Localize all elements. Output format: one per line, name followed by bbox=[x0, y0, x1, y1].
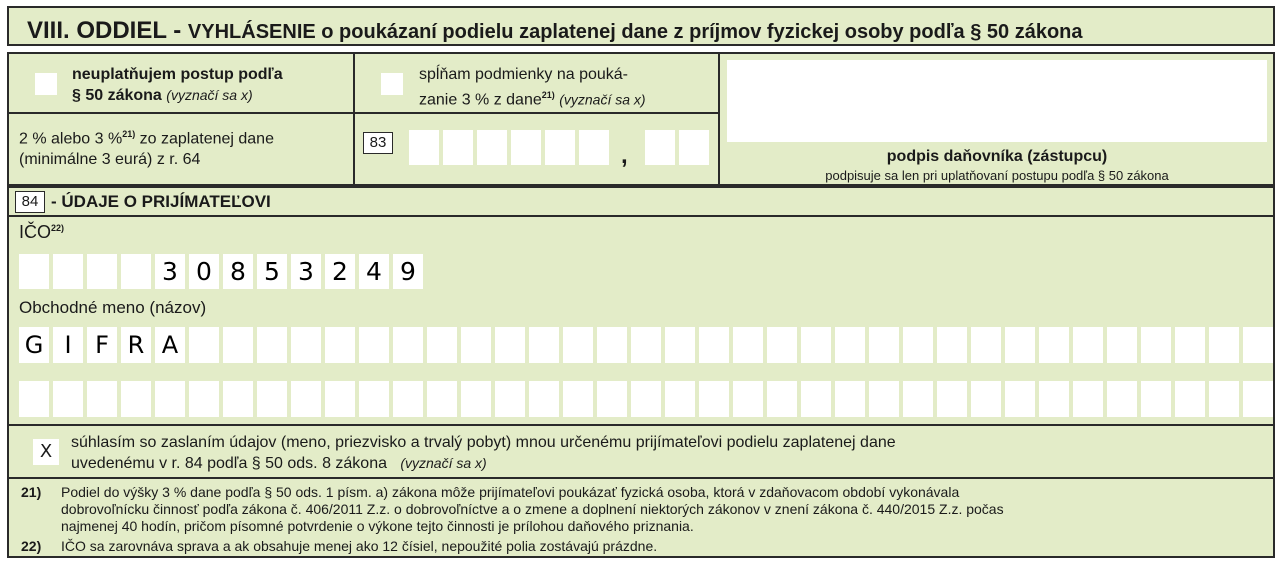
business-name-letter-field[interactable] bbox=[1107, 327, 1137, 363]
business-name-letter-field[interactable] bbox=[1039, 381, 1069, 417]
business-name-letter-field[interactable] bbox=[971, 381, 1001, 417]
amount-cents-field[interactable] bbox=[679, 130, 709, 165]
recipient-heading: - ÚDAJE O PRIJÍMATEĽOVI bbox=[51, 192, 271, 211]
business-name-letter-field[interactable] bbox=[937, 381, 967, 417]
section-title bbox=[27, 17, 1083, 45]
option2-line1: spĺňam podmienky na pouká- bbox=[419, 66, 629, 83]
ico-digit: 8 bbox=[230, 257, 246, 286]
section-title-bar bbox=[7, 6, 1275, 46]
signature-field[interactable] bbox=[727, 60, 1267, 142]
business-name-row-2[interactable] bbox=[9, 381, 1275, 417]
business-name-letter-field[interactable] bbox=[767, 327, 797, 363]
business-name-letter-field[interactable] bbox=[1073, 327, 1103, 363]
option-no-section50-label bbox=[72, 64, 283, 106]
ico-digit bbox=[19, 254, 49, 289]
business-name-letter-field[interactable] bbox=[495, 381, 525, 417]
option1-line1: neuplatňujem postup podľa bbox=[72, 66, 283, 83]
amount-digit-field[interactable] bbox=[511, 130, 541, 165]
business-name-letter-field[interactable] bbox=[87, 381, 117, 417]
ico-digit bbox=[121, 254, 151, 289]
signature-label: podpis daňovníka (zástupcu) bbox=[886, 148, 1108, 165]
business-name-letter-field[interactable] bbox=[1209, 327, 1239, 363]
ico-digit: 0 bbox=[196, 257, 212, 286]
amount-label bbox=[19, 124, 274, 170]
business-name-letter: R bbox=[127, 331, 145, 359]
business-name-letter-field[interactable] bbox=[665, 381, 695, 417]
business-name-letter-field[interactable] bbox=[155, 381, 185, 417]
business-name-letter-field[interactable] bbox=[189, 381, 219, 417]
business-name-letter-field[interactable] bbox=[801, 327, 831, 363]
ico-digit: 2 bbox=[332, 257, 348, 286]
business-name-letter-field[interactable] bbox=[291, 381, 321, 417]
footnote-21-number: 21) bbox=[21, 484, 42, 500]
business-name-letter-field[interactable] bbox=[427, 381, 457, 417]
footnote-21-line3: najmenej 40 hodín, pričom písomné potvrdenie o výkone tejto činnosti je prílohou daňového priznania. bbox=[61, 518, 694, 534]
checkbox-meets-3-percent[interactable] bbox=[381, 73, 403, 95]
business-name-letter-field[interactable] bbox=[121, 381, 151, 417]
ico-label bbox=[19, 222, 64, 243]
ico-digit: 3 bbox=[298, 257, 314, 286]
ico-digit: 5 bbox=[264, 257, 280, 286]
option2-hint: (vyznačí sa x) bbox=[559, 91, 646, 108]
decimal-comma: , bbox=[621, 142, 628, 169]
amount-digit-field[interactable] bbox=[579, 130, 609, 165]
business-name-letter-field[interactable] bbox=[189, 327, 219, 363]
business-name-label: Obchodné meno (názov) bbox=[19, 298, 207, 317]
business-name-letter-field[interactable] bbox=[325, 327, 355, 363]
amount-digit-field[interactable] bbox=[409, 130, 439, 165]
business-name-letter-field[interactable] bbox=[869, 327, 899, 363]
row-84-code: 84 bbox=[15, 191, 45, 213]
amount-digit-field[interactable] bbox=[477, 130, 507, 165]
option-meets-3-percent-label bbox=[419, 64, 646, 110]
consent-line1: súhlasím so zaslaním údajov (meno, priezvisko a trvalý pobyt) mnou určenému prijímateľovi podielu zaplatenej dane bbox=[71, 434, 896, 451]
footnote-22-text: IČO sa zarovnáva sprava a ak obsahuje menej ako 12 čísiel, nepoužité polia zostávajú prázdne. bbox=[61, 538, 658, 554]
ico-label-text: IČO bbox=[19, 222, 52, 242]
business-name-letter-field[interactable] bbox=[699, 381, 729, 417]
divider bbox=[9, 477, 1275, 479]
business-name-letter-field[interactable] bbox=[597, 381, 627, 417]
business-name-letter-field[interactable] bbox=[903, 327, 933, 363]
divider bbox=[9, 424, 1275, 426]
business-name-letter-field[interactable] bbox=[393, 327, 423, 363]
consent-line2: uvedenému v r. 84 podľa § 50 ods. 8 zákona bbox=[71, 455, 387, 472]
business-name-letter-field[interactable] bbox=[393, 381, 423, 417]
option2-footnote-ref: 21) bbox=[541, 90, 555, 100]
ico-digit bbox=[53, 254, 83, 289]
ico-digit bbox=[87, 254, 117, 289]
amount-line1b: zo zaplatenej dane bbox=[135, 130, 274, 148]
business-name-letter-field[interactable] bbox=[733, 381, 763, 417]
option1-line2: § 50 zákona bbox=[72, 87, 162, 104]
business-name-letter-field[interactable] bbox=[257, 381, 287, 417]
business-name-letter-field[interactable] bbox=[53, 381, 83, 417]
business-name-letter-field[interactable] bbox=[1073, 381, 1103, 417]
business-name-letter-field[interactable] bbox=[427, 327, 457, 363]
business-name-letter-field[interactable] bbox=[563, 381, 593, 417]
divider bbox=[9, 215, 1275, 217]
business-name-letter-field[interactable] bbox=[1141, 381, 1171, 417]
option2-line2: zanie 3 % z dane bbox=[419, 91, 542, 109]
business-name-letter-field[interactable] bbox=[529, 381, 559, 417]
business-name-letter-field[interactable] bbox=[1107, 381, 1137, 417]
business-name-letter-field[interactable] bbox=[461, 381, 491, 417]
title-dash: - bbox=[166, 17, 188, 44]
business-name-letter-field[interactable] bbox=[835, 327, 865, 363]
business-name-letter-field[interactable] bbox=[1005, 381, 1035, 417]
business-name-letter-field[interactable] bbox=[903, 381, 933, 417]
business-name-letter-field[interactable] bbox=[495, 327, 525, 363]
business-name-letter-field[interactable] bbox=[325, 381, 355, 417]
ico-digit: 4 bbox=[366, 257, 382, 286]
business-name-letter-field[interactable] bbox=[359, 327, 389, 363]
business-name-letter-field[interactable] bbox=[257, 327, 287, 363]
recipient-panel bbox=[7, 186, 1275, 558]
divider bbox=[353, 54, 355, 186]
business-name-letter-field[interactable] bbox=[699, 327, 729, 363]
amount-cents-field[interactable] bbox=[645, 130, 675, 165]
business-name-letter-field[interactable] bbox=[733, 327, 763, 363]
business-name-letter: G bbox=[24, 331, 44, 359]
amount-line1a: 2 % alebo 3 % bbox=[19, 130, 123, 148]
consent-label bbox=[71, 432, 896, 474]
amount-digit-field[interactable] bbox=[545, 130, 575, 165]
consent-checkbox[interactable]: X bbox=[33, 439, 59, 465]
declaration-options-panel bbox=[7, 52, 1275, 186]
amount-footnote-ref: 21) bbox=[122, 129, 136, 139]
checkbox-no-section50[interactable] bbox=[35, 73, 57, 95]
signature-note: podpisuje sa len pri uplatňovaní postupu podľa § 50 zákona bbox=[825, 168, 1169, 183]
business-name-letter-field[interactable] bbox=[1005, 327, 1035, 363]
business-name-letter-field[interactable] bbox=[19, 381, 49, 417]
business-name-letter: I bbox=[64, 331, 72, 359]
business-name-letter-field[interactable] bbox=[563, 327, 593, 363]
consent-hint: (vyznačí sa x) bbox=[400, 455, 487, 471]
footnote-22-number: 22) bbox=[21, 538, 42, 554]
business-name-letter-field[interactable] bbox=[1209, 381, 1239, 417]
business-name-letter-field[interactable] bbox=[665, 327, 695, 363]
business-name-letter-field[interactable] bbox=[767, 381, 797, 417]
business-name-letter-field[interactable] bbox=[529, 327, 559, 363]
option1-hint: (vyznačí sa x) bbox=[166, 87, 253, 103]
business-name-letter-field[interactable] bbox=[1243, 327, 1273, 363]
business-name-letter-field[interactable] bbox=[971, 327, 1001, 363]
footnote-21-line2: dobrovoľnícku činnosť podľa zákona č. 406/2011 Z.z. o dobrovoľníctve a o zmene a doplnení niektorých zákonov v znení zákona č. 440/2015 Z.z. počas bbox=[61, 501, 1004, 517]
ico-footnote-ref: 22) bbox=[51, 223, 65, 233]
ico-digit: 3 bbox=[162, 257, 178, 286]
amount-line2: (minimálne 3 eurá) z r. 64 bbox=[19, 151, 201, 169]
row-83-code: 83 bbox=[363, 132, 393, 154]
business-name-letter: F bbox=[95, 331, 109, 359]
section-subtitle: VYHLÁSENIE o poukázaní podielu zaplatenej dane z príjmov fyzickej osoby podľa § 50 zákona bbox=[187, 21, 1083, 43]
business-name-letter-field[interactable] bbox=[1039, 327, 1069, 363]
section-number: VIII. ODDIEL bbox=[27, 17, 167, 44]
business-name-letter-field[interactable] bbox=[1175, 327, 1205, 363]
business-name-letter-field[interactable] bbox=[461, 327, 491, 363]
business-name-letter-field[interactable] bbox=[631, 381, 661, 417]
footnote-21-line1: Podiel do výšky 3 % dane podľa § 50 ods. 1 písm. a) zákona môže prijímateľovi poukázať fyzická osoba, ktorá v zdaňovacom období vykonávala bbox=[61, 484, 960, 500]
business-name-letter-field[interactable] bbox=[1141, 327, 1171, 363]
business-name-letter-field[interactable] bbox=[801, 381, 831, 417]
business-name-letter-field[interactable] bbox=[1243, 381, 1273, 417]
business-name-row-1[interactable] bbox=[9, 327, 1275, 363]
amount-digit-field[interactable] bbox=[443, 130, 473, 165]
business-name-letter-field[interactable] bbox=[291, 327, 321, 363]
business-name-letter-field[interactable] bbox=[223, 381, 253, 417]
business-name-letter-field[interactable] bbox=[1175, 381, 1205, 417]
business-name-letter: A bbox=[161, 331, 179, 359]
divider bbox=[9, 112, 720, 114]
business-name-letter-field[interactable] bbox=[359, 381, 389, 417]
business-name-letter-field[interactable] bbox=[869, 381, 899, 417]
divider bbox=[718, 54, 720, 186]
ico-digit: 9 bbox=[400, 257, 416, 286]
business-name-letter-field[interactable] bbox=[937, 327, 967, 363]
business-name-letter-field[interactable] bbox=[835, 381, 865, 417]
business-name-letter-field[interactable] bbox=[223, 327, 253, 363]
business-name-letter-field[interactable] bbox=[631, 327, 661, 363]
business-name-letter-field[interactable] bbox=[597, 327, 627, 363]
